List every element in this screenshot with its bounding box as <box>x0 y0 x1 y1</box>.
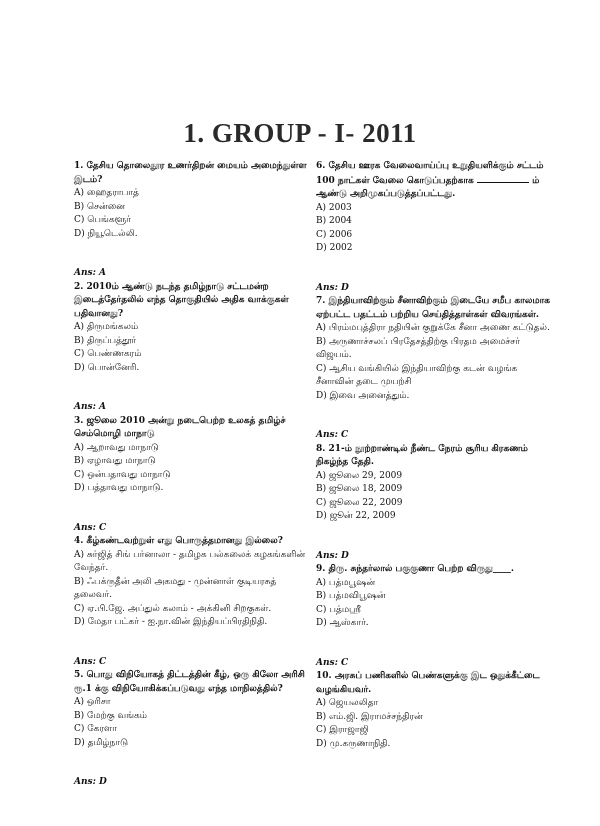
option-a: A) ஜூலை 29, 2009 <box>316 470 403 481</box>
answer: Ans: A <box>74 268 107 278</box>
question-2 <box>74 281 312 415</box>
option-c: C) ஜூலை 22, 2009 <box>316 497 403 508</box>
option-d: D) நியூடெல்லி. <box>74 228 138 239</box>
page-title: 1. GROUP - I- 2011 <box>183 118 417 148</box>
question-text-start: 6. தேசிய ஊரக வேலைவாய்ப்பு உறுதியளிக்கும் சட்டம் 100 நாட்கள் வேலை கொடுப்பதற்காக <box>316 161 544 186</box>
question-text: 9. திரு. சுந்தர்லால் பகுகுணா பெற்ற விருது____. <box>316 564 514 574</box>
question-text-end: ம் ஆண்டு அறிமுகப்படுத்தப்பட்டது. <box>316 175 540 199</box>
option-b: B) சென்னை <box>74 201 125 212</box>
right-column <box>316 160 554 751</box>
answer: Ans: D <box>316 282 349 293</box>
option-b: B) அருணாச்சலப் பிரதேசத்திற்கு பிரதம அமைச்சர் விஜயம். <box>316 336 520 360</box>
question-3 <box>74 415 312 536</box>
answer: Ans: D <box>316 550 349 561</box>
question-7 <box>316 295 554 443</box>
option-d: D) பத்தாவது மாநாடு. <box>74 483 164 493</box>
answer: Ans: C <box>316 430 349 440</box>
question-text: 7. இந்தியாவிற்கும் சீனாவிற்கும் இடையே சமீப காலமாக ஏற்பட்ட பதட்டம் பற்றிய செய்தித்தாள்கள் விவரங்கள். <box>316 296 551 320</box>
option-d: D) 2002 <box>316 243 353 253</box>
question-text: 3. ஜூலை 2010 அன்று நடைபெற்ற உலகத் தமிழ்ச் செம்மொழி மாநாடு <box>74 415 286 439</box>
option-a: A) ஹைதராபாத் <box>74 188 139 198</box>
option-d: D) தமிழ்நாடு <box>74 737 129 748</box>
question-6 <box>316 160 554 295</box>
option-a: A) திருமங்கலம் <box>74 322 139 332</box>
option-d: D) மு.கருணாநிதி. <box>316 738 391 749</box>
option-b: B) 2004 <box>316 216 352 226</box>
question-10 <box>316 670 554 751</box>
question-text: 2. 2010ம் ஆண்டு நடந்த தமிழ்நாடு சட்டமன்ற இடைத்தேர்தலில் எந்த தொகுதியில் அதிக வாக்குகள் பதிவானது? <box>74 281 289 319</box>
option-a: A) ஒரிசா <box>74 697 111 707</box>
option-c: C) பத்மஸ்ரீ <box>316 604 361 615</box>
question-4 <box>74 535 312 669</box>
option-a: A) ஆறாவது மாநாடு <box>74 442 159 453</box>
option-b: B) திருப்பத்தூர் <box>74 335 137 346</box>
fill-blank <box>477 174 529 183</box>
answer: Ans: A <box>74 402 107 412</box>
answer: Ans: C <box>316 657 349 668</box>
question-text <box>316 160 554 202</box>
option-a: A) பிரம்மபுத்திரா நதியின் குறுக்கே சீனா அணை கட்டுதல். <box>316 323 550 333</box>
question-text: 10. அரசுப் பணிகளில் பெண்களுக்கு இட ஒதுக்கீட்டை வழங்கியவர். <box>316 671 540 695</box>
question-text: 1. தேசிய தொலைதூர உணர்திறன் மையம் அமைந்துள்ள இடம்? <box>74 161 307 185</box>
option-c: C) கேரளா <box>74 724 117 734</box>
option-c: C) ஏ.பி.ஜே. அப்துல் கலாம் - அக்கினி சிறகுகள். <box>74 603 272 614</box>
option-c: C) இராஜாஜி <box>316 725 369 735</box>
option-b: B) பத்மவிபூஷன் <box>316 591 386 601</box>
question-text: 8. 21-ம் நூற்றாண்டில் நீண்ட நேரம் சூரிய கிரகணம் நிகழ்ந்த தேதி. <box>316 443 528 467</box>
option-c: C) பெங்களூர் <box>74 215 131 225</box>
option-a: A) 2003 <box>316 202 352 213</box>
option-d: D) இவை அனைத்தும். <box>316 390 410 401</box>
option-b: B) ஏழாவது மாநாடு <box>74 456 156 466</box>
answer: Ans: D <box>74 777 107 787</box>
option-d: D) ஆஸ்கார். <box>316 618 369 628</box>
option-d: D) ஜூன் 22, 2009 <box>316 511 396 521</box>
option-a: A) பத்மபூஷன் <box>316 577 376 588</box>
option-c: C) ஆசிய வங்கியில் இந்தியாவிற்கு கடன் வழங்க சீனாவின் தடை முயற்சி <box>316 363 518 387</box>
option-d: D) மேதா பட்கர் - ஐ.நா.வின் இந்தியப்பிரதிநிதி. <box>74 617 268 627</box>
question-5 <box>74 669 312 790</box>
option-a: A) ஜெயலலிதா <box>316 698 379 708</box>
left-column <box>74 160 312 790</box>
option-c: C) பெண்ணகரம் <box>74 349 142 359</box>
option-b: B) மேற்கு வங்கம் <box>74 710 148 721</box>
answer: Ans: C <box>74 522 107 533</box>
question-9 <box>316 563 554 670</box>
option-c: C) 2006 <box>316 229 353 240</box>
option-d: D) பொன்னேரி. <box>74 362 140 373</box>
option-b: B) எம்.ஜி. இராமச்சந்திரன் <box>316 711 423 722</box>
answer: Ans: C <box>74 656 107 667</box>
question-text: 4. கீழ்கண்டவற்றுள் எது பொருத்தமானது இல்லை? <box>74 536 283 546</box>
question-1 <box>74 160 312 281</box>
option-b: B) ஜூலை 18, 2009 <box>316 484 403 494</box>
option-c: C) ஒன்பதாவது மாநாடு <box>74 469 171 480</box>
option-b: B) ஃபக்ருதீன் அலி அகமது - முன்னாள் குடியரசுத் தலைவர். <box>74 576 277 600</box>
option-a: A) சுர்ஜித் சிங் பர்னாலா - தமிழக பல்கலைக் கழகங்களின் வேந்தர். <box>74 549 306 573</box>
question-text: 5. பொது விநியோகத் திட்டத்தின் கீழ், ஒரு கிலோ அரிசி ரூ.1 க்கு விநியோகிக்கப்படுவது எந்த மாநிலத்தில்? <box>74 670 305 694</box>
question-8 <box>316 443 554 564</box>
